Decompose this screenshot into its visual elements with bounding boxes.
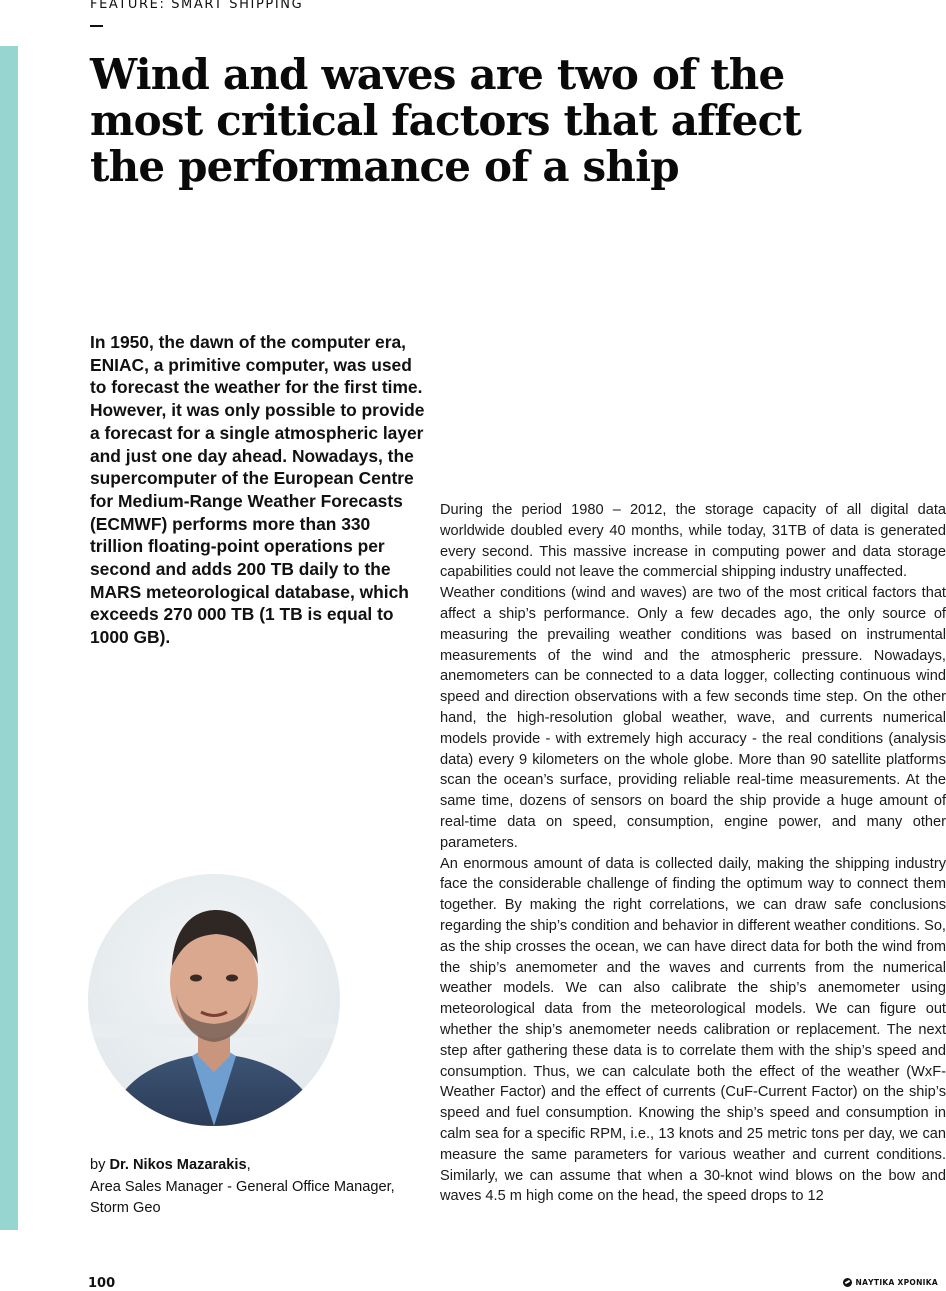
article-headline: Wind and waves are two of the most critical factors that affect the performance of a ship: [90, 50, 801, 191]
brand-name: ΝΑΥΤΙΚΑ ΧΡΟΝΙΚΑ: [855, 1278, 938, 1287]
kicker-dash: [90, 25, 103, 27]
body-paragraph-2: Weather conditions (wind and waves) are two of the most critical factors that affect a ship’s performance. Only a few decades ago, the only source of measuring the prevailing weather conditions was based on instrumental measurements of the wind and the atmospheric pressure. Nowadays, anemometers can be connected to a data logger, collecting continuous wind speed and direction observations with a few seconds time step. On the other hand, the high-resolution global weather, wave, and currents numerical models provide - with extremely high accuracy - the real conditions (analysis data) every 9 kilometers on the whole globe. More than 90 satellite platforms scan the ocean’s surface, providing reliable real-time measurements. At the same time, dozens of sensors on board the ship provide a huge amount of real-time data on speed, consumption, engine power, and many other parameters.: [440, 585, 946, 851]
byline-by: by: [90, 1157, 106, 1173]
author-portrait: [88, 874, 340, 1126]
author-byline: [90, 1155, 420, 1220]
page-number: 100: [88, 1276, 116, 1291]
author-name-suffix: ,: [246, 1157, 251, 1173]
body-column: [440, 500, 946, 1207]
lead-paragraph: In 1950, the dawn of the computer era, ENIAC, a primitive computer, was used to forecast the weather for the first time. However, it was only possible to provide a forecast for a single atmospheric layer and just one day ahead. Nowadays, the supercomputer of the European Centre for Medium-Range Weather Forecasts (ECMWF) performs more than 330 trillion floating-point operations per second and adds 200 TB daily to the MARS meteorological database, which exceeds 270 000 TB (1 TB is equal to 1000 GB).: [90, 332, 425, 648]
brand-logo-icon: [843, 1278, 852, 1287]
section-kicker: FEATURE: SMART SHIPPING: [90, 0, 304, 12]
author-title: Area Sales Manager - General Office Manager,: [90, 1178, 395, 1195]
byline-name-line: [90, 1155, 420, 1177]
author-portrait-photo: [88, 874, 340, 1126]
footer-brand: [843, 1278, 939, 1287]
body-paragraph-1: During the period 1980 – 2012, the storage capacity of all digital data worldwide doubled every 40 months, while today, 31TB of data is generated every second. This massive increase in computing power and data storage capabilities could not leave the commercial shipping industry unaffected.: [440, 502, 946, 581]
author-company: Storm Geo: [90, 1200, 161, 1216]
author-name: Dr. Nikos Mazarakis: [109, 1157, 247, 1173]
body-paragraph-3: An enormous amount of data is collected daily, making the shipping industry face the considerable challenge of finding the optimum way to connect them together. By making the right correlations, we can draw safe conclusions regarding the ship’s condition and behavior in different weather conditions. So, as the ship crosses the ocean, we can have direct data for both the wind from the ship’s anemometer and the waves and currents from the numerical weather models. We can also calibrate the ship’s anemometer using meteorological data from the meteorological models. We can figure out whether the ship’s anemometer needs calibration or replacement. The next step after gathering these data is to correlate them with the ship’s speed and consumption. Thus, we can calculate both the effect of the weather (WxF-Weather Factor) and the effect of currents (CuF-Current Factor) on the ship’s speed and fuel consumption. Knowing the ship’s speed and consumption in calm sea for a specific RPM, i.e., 13 knots and 25 metric tons per day, we can measure the same parameters for various weather and current conditions. Similarly, we can assume that when a 30-knot wind blows on the bow and waves 4.5 m high come on the head, the speed drops to 12: [440, 855, 946, 1205]
accent-bar: [0, 46, 18, 1230]
